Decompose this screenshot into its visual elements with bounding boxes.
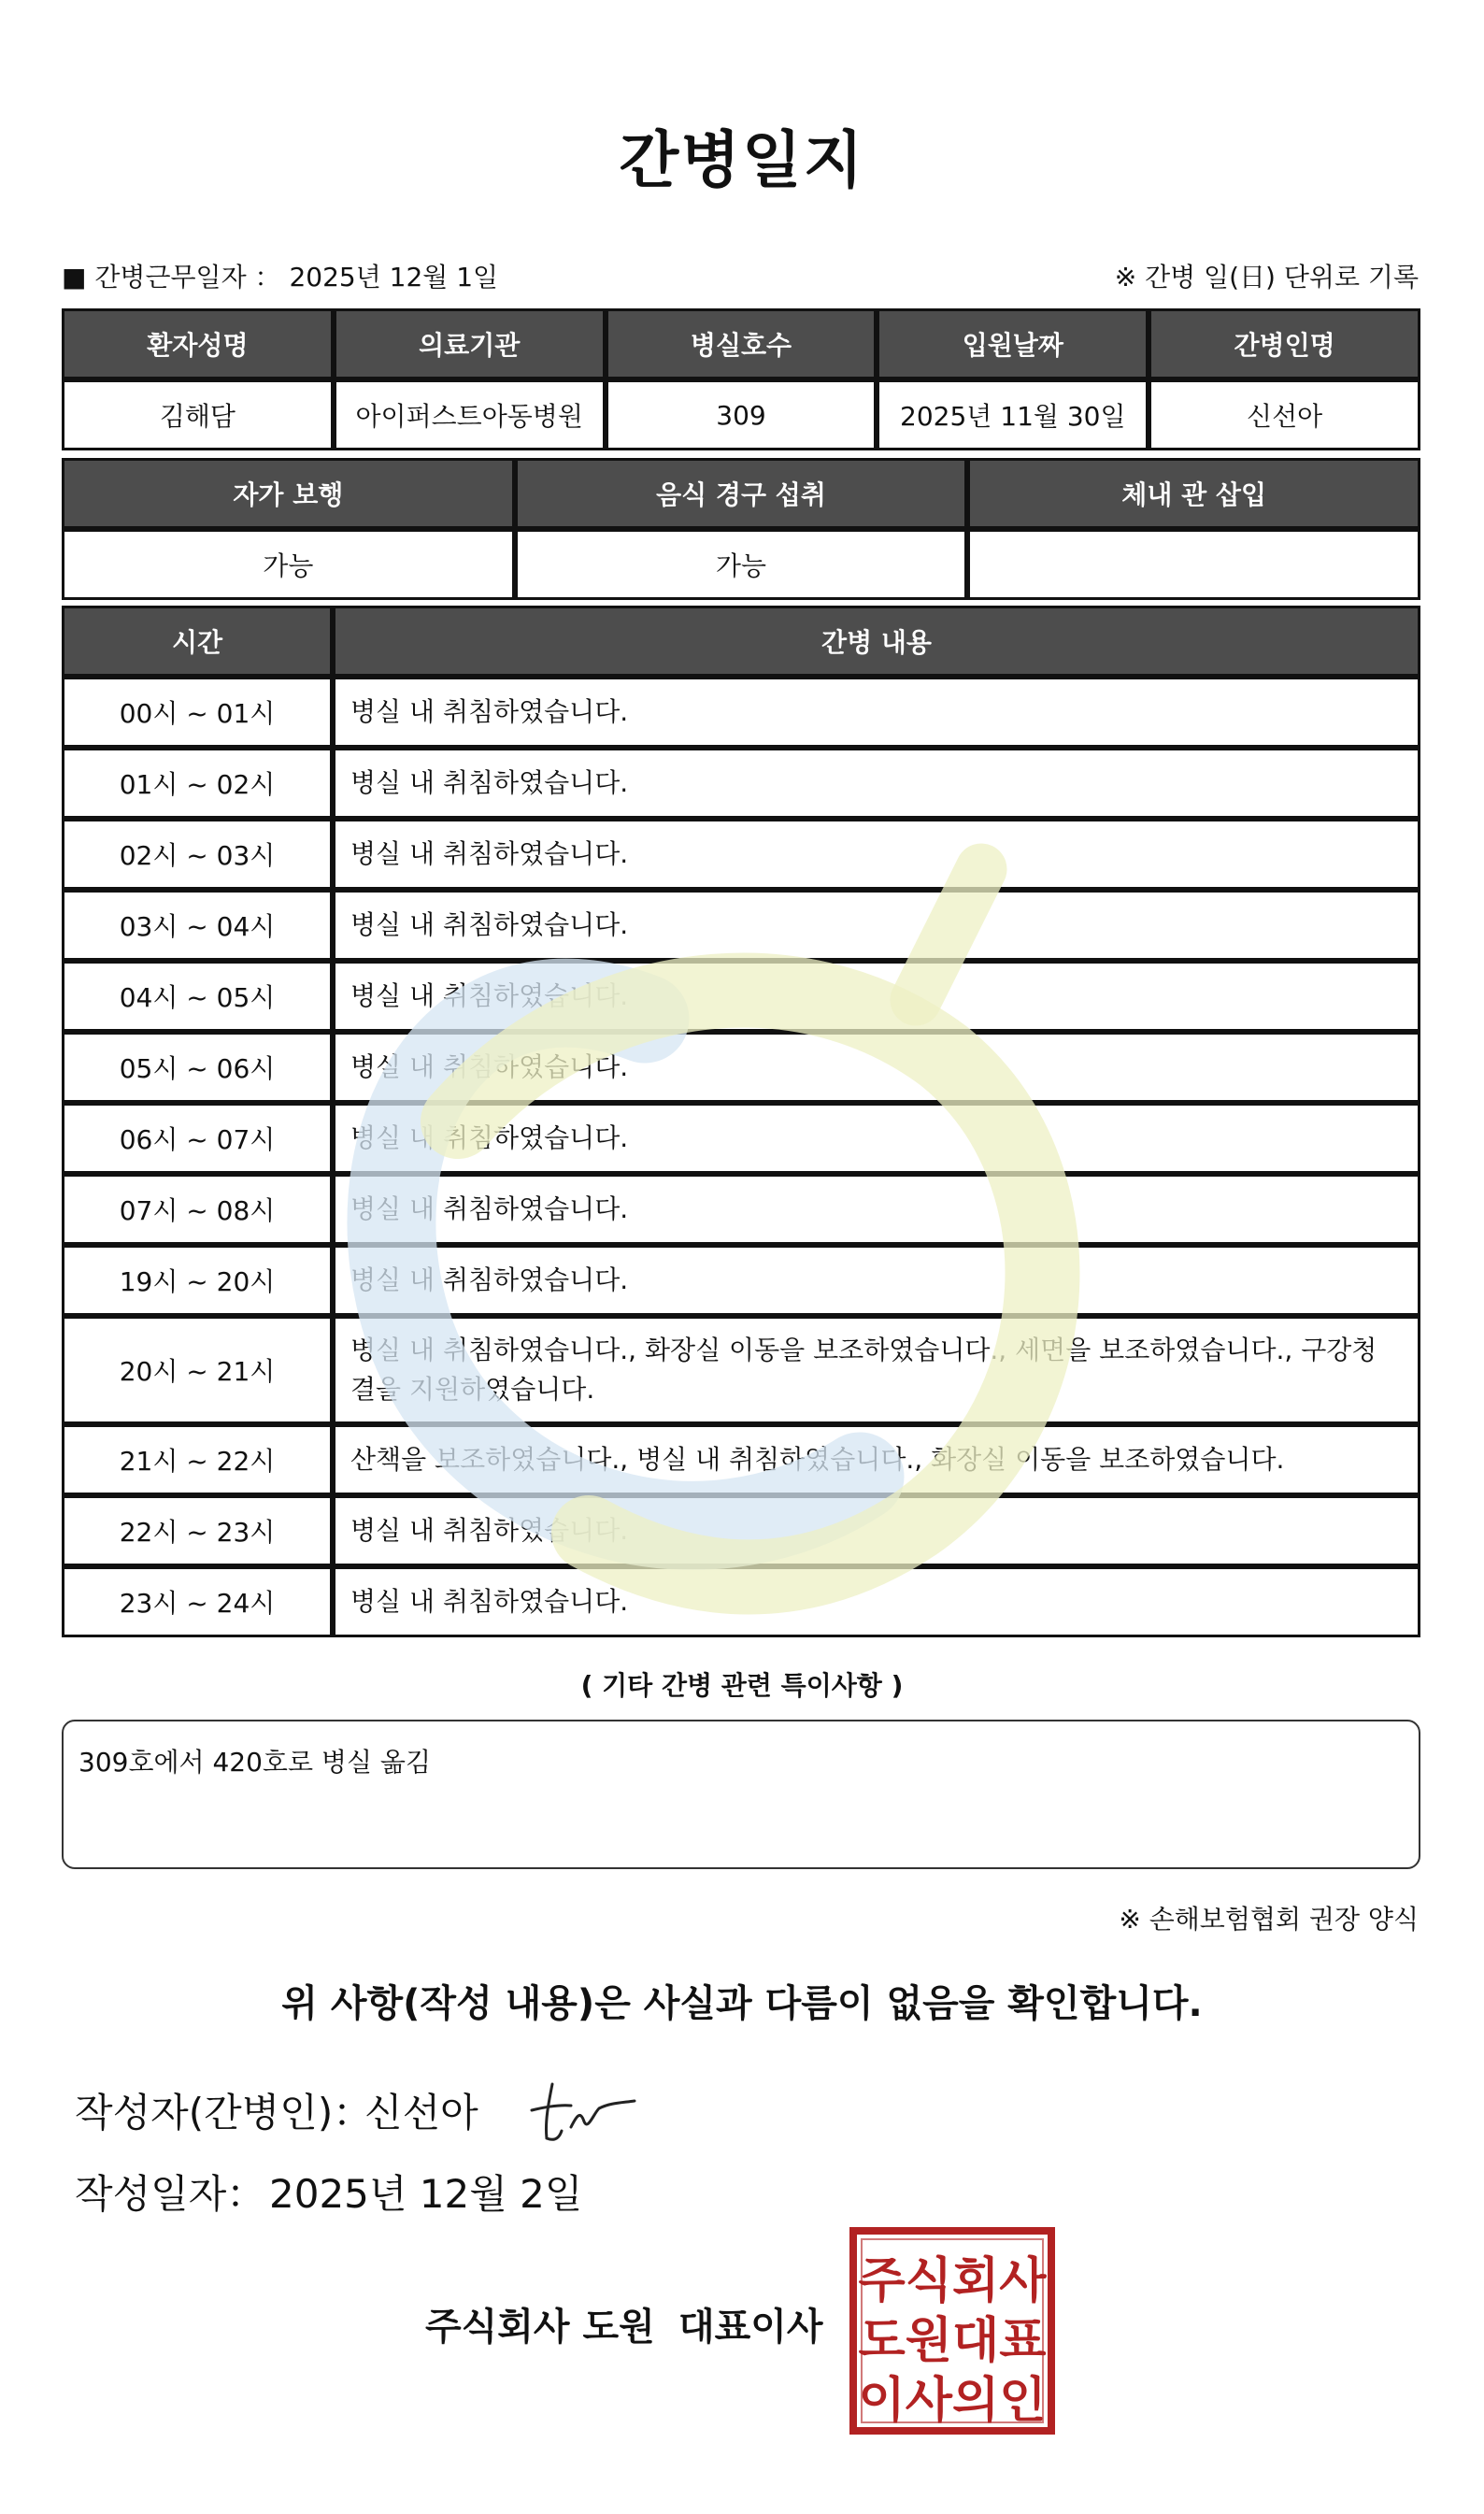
header-care-content: 간병 내용 (333, 606, 1420, 677)
log-content: 병실 내 취침하였습니다. (333, 1103, 1420, 1174)
log-time: 23시 ~ 24시 (62, 1566, 333, 1637)
confirmation-statement: 위 사항(작성 내용)은 사실과 다름이 없음을 확인합니다. (281, 1982, 1203, 2025)
room-number: 309 (606, 379, 878, 450)
log-time: 01시 ~ 02시 (62, 748, 333, 819)
header-oral-intake: 음식 경구 섭취 (515, 458, 968, 529)
log-content: 병실 내 취침하였습니다. (333, 748, 1420, 819)
author-label: 작성자(간병인)： (75, 2090, 373, 2135)
patient-name: 김해담 (62, 379, 334, 450)
header-caregiver: 간병인명 (1149, 308, 1420, 379)
log-content: 병실 내 취침하였습니다. (333, 961, 1420, 1032)
table-row (62, 1032, 1420, 1103)
log-time: 02시 ~ 03시 (62, 819, 333, 890)
admission-date: 2025년 11월 30일 (877, 379, 1149, 450)
seal-line-2: 도원대표 (858, 2313, 1047, 2369)
caregiver-name: 신선아 (1149, 379, 1420, 450)
author-name: 신선아 (364, 2090, 478, 2135)
association-note: ※ 손해보험협회 권장 양식 (1119, 1904, 1419, 1935)
seal-line-3: 이사의인 (858, 2373, 1047, 2429)
hospital: 아이퍼스트아동병원 (334, 379, 606, 450)
log-content: 병실 내 취침하였습니다. (333, 890, 1420, 961)
oral-intake-status: 가능 (515, 529, 968, 600)
table-row (62, 1316, 1420, 1424)
table-row (62, 1245, 1420, 1316)
table-row (62, 819, 1420, 890)
log-time: 05시 ~ 06시 (62, 1032, 333, 1103)
log-content: 병실 내 취침하였습니다. (333, 1495, 1420, 1566)
patient-status-table (62, 458, 1420, 600)
log-content: 병실 내 취침하였습니다. (333, 1032, 1420, 1103)
remarks-text: 309호에서 420호로 병실 옮김 (78, 1747, 432, 1778)
work-date: ■ 간병근무일자 ： 2025년 12월 1일 (62, 262, 499, 293)
signature-mark (528, 2075, 640, 2154)
log-content: 산책을 보조하였습니다., 병실 내 취침하였습니다., 화장실 이동을 보조하였습니다. (333, 1424, 1420, 1495)
table-row (62, 1566, 1420, 1637)
log-time: 04시 ~ 05시 (62, 961, 333, 1032)
table-row (62, 1495, 1420, 1566)
walking-status: 가능 (62, 529, 515, 600)
log-time: 03시 ~ 04시 (62, 890, 333, 961)
header-room: 병실호수 (606, 308, 878, 379)
table-row (62, 748, 1420, 819)
log-time: 20시 ~ 21시 (62, 1316, 333, 1424)
company-name: 주식회사 도원 (425, 2306, 655, 2349)
remarks-title: ( 기타 간병 관련 특이사항 ) (580, 1670, 904, 1701)
patient-info-table (62, 308, 1420, 450)
header-hospital: 의료기관 (334, 308, 606, 379)
header-tube-insertion: 체내 관 삽입 (967, 458, 1420, 529)
log-content: 병실 내 취침하였습니다., 화장실 이동을 보조하였습니다., 세면을 보조하였습니다., 구강청결을 지원하였습니다. (333, 1316, 1420, 1424)
log-content: 병실 내 취침하였습니다. (333, 677, 1420, 748)
log-time: 22시 ~ 23시 (62, 1495, 333, 1566)
log-time: 19시 ~ 20시 (62, 1245, 333, 1316)
table-row (62, 677, 1420, 748)
table-row (62, 1424, 1420, 1495)
log-time: 06시 ~ 07시 (62, 1103, 333, 1174)
log-time: 00시 ~ 01시 (62, 677, 333, 748)
written-date-value: 2025년 12월 2일 (269, 2171, 583, 2217)
header-time: 시간 (62, 606, 333, 677)
log-time: 21시 ~ 22시 (62, 1424, 333, 1495)
written-date-label: 작성일자： (75, 2171, 266, 2217)
unit-note: ※ 간병 일(日) 단위로 기록 (1114, 262, 1419, 293)
ceo-title: 대표이사 (678, 2306, 823, 2349)
table-row (62, 1103, 1420, 1174)
log-time: 07시 ~ 08시 (62, 1174, 333, 1245)
header-walking: 자가 보행 (62, 458, 515, 529)
table-row (62, 890, 1420, 961)
log-content: 병실 내 취침하였습니다. (333, 1566, 1420, 1637)
seal-line-1: 주식회사 (858, 2253, 1047, 2309)
header-patient-name: 환자성명 (62, 308, 334, 379)
page-title: 간병일지 (619, 124, 865, 196)
log-content: 병실 내 취침하였습니다. (333, 819, 1420, 890)
company-seal-stamp (849, 2226, 1056, 2435)
table-row (62, 961, 1420, 1032)
table-row (62, 1174, 1420, 1245)
log-content: 병실 내 취침하였습니다. (333, 1245, 1420, 1316)
tube-insertion-status (967, 529, 1420, 600)
care-log-table (62, 606, 1420, 1637)
log-content: 병실 내 취침하였습니다. (333, 1174, 1420, 1245)
header-admission-date: 입원날짜 (877, 308, 1149, 379)
